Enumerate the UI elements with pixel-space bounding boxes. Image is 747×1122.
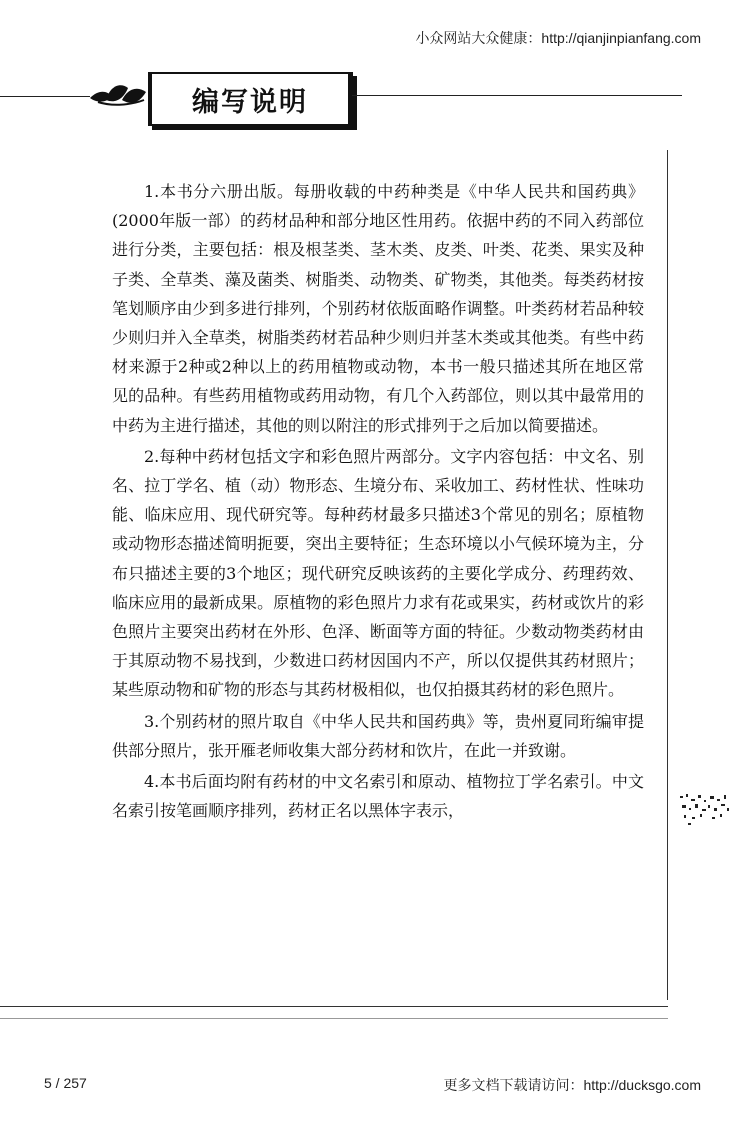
right-border-rule [667, 150, 668, 1000]
document-body [112, 177, 644, 827]
paragraph-3: 3.个别药材的照片取自《中华人民共和国药典》等，贵州夏同珩编审提供部分照片，张开雁老师收集大部分药材和饮片，在此一并致谢。 [112, 711, 644, 760]
page-title: 编写说明 [192, 86, 308, 118]
bottom-rule [0, 1006, 668, 1007]
header-site-link[interactable]: 小众网站大众健康：http://qianjinpianfang.com [415, 30, 701, 46]
section-title-box [148, 72, 353, 126]
paragraph-2: 2.每种中药材包括文字和彩色照片两部分。文字内容包括：中文名、别名、拉丁学名、植（动）物形态、生境分布、采收加工、药材性状、性味功能、临床应用、现代研究等。每种药材最多只描述3个常见的别名；原植物或动物形态描述简明扼要，突出主要特征；生态环境以小气候环境为主，分布只描述主要的3个地区；现代研究反映该药的主要化学成分、药理药效、临床应用的最新成果。原植物的彩色照片力求有花或果实，药材或饮片的彩色照片主要突出药材在外形、色泽、断面等方面的特征。少数动物类药材由于其原动物不易找到，少数进口药材因国内不产，所以仅提供其药材照片；某些原动物和矿物的形态与其药材极相似，也仅拍摄其药材的彩色照片。 [112, 446, 644, 700]
bottom-rule-secondary [0, 1018, 668, 1019]
paragraph-1: 1.本书分六册出版。每册收载的中药种类是《中华人民共和国药典》(2000年版一部）的药材品种和部分地区性用药。依据中药的不同入药部位进行分类，主要包括：根及根茎类、茎木类、皮类、叶类、花类、果实及种子类、全草类、藻及菌类、树脂类、动物类、矿物类，其他类。每类药材按笔划顺序由少到多进行排列，个别药材依版面略作调整。叶类药材若品种较少则归并入全草类，树脂类药材若品种少则归并茎木类或其他类。有些中药材来源于2种或2种以上的药用植物或动物，本书一般只描述其所在地区常见的品种。有些药用植物或药用动物，有几个入药部位，则以其中最常用的中药为主进行描述，其他的则以附注的形式排列于之后加以简要描述。 [112, 182, 644, 435]
paragraph-4: 4.本书后面均附有药材的中文名索引和原动、植物拉丁学名索引。中文名索引按笔画顺序排列，药材正名以黑体字表示， [112, 772, 644, 821]
page-indicator: 5 / 257 [44, 1075, 87, 1091]
footer-download-link[interactable]: 更多文档下载请访问：http://ducksgo.com [443, 1077, 701, 1093]
top-rule-right [352, 95, 682, 96]
top-rule-left [0, 96, 90, 97]
scan-noise-mark [676, 790, 734, 830]
leaf-ornament-icon [88, 80, 148, 112]
